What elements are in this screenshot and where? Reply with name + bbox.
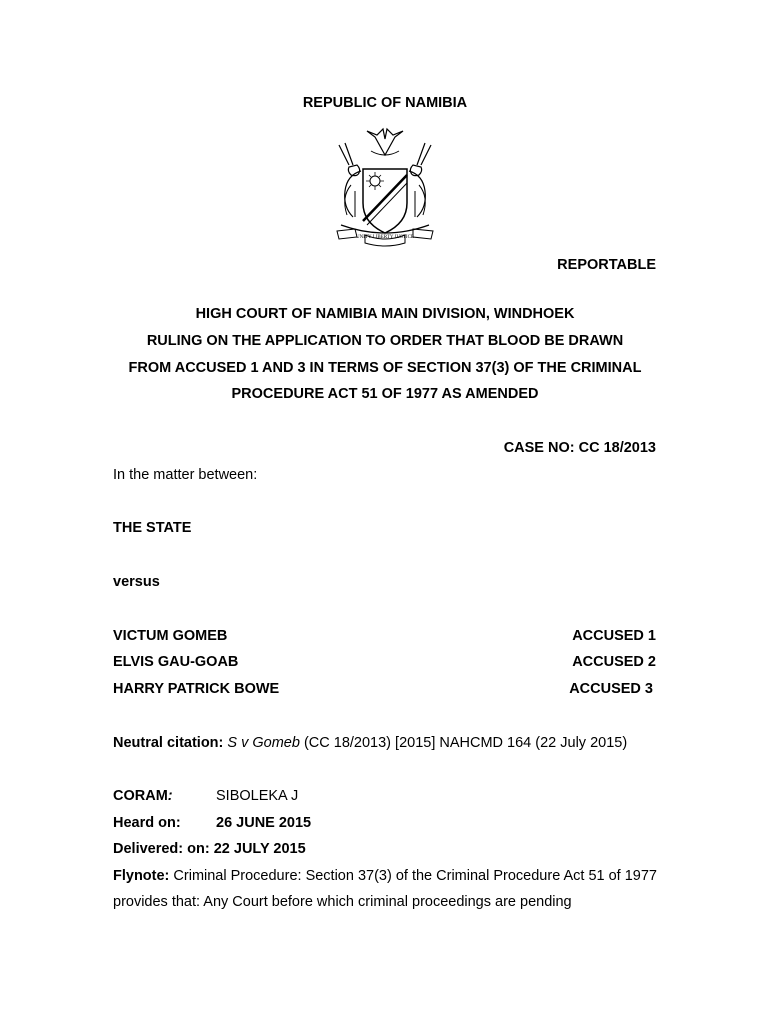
crest-motto: UNITY LIBERTY JUSTICE (356, 235, 414, 240)
coram-row (113, 787, 298, 805)
coram-label: CORAM: (113, 788, 173, 804)
heard-row (113, 814, 311, 832)
accused-3-name: HARRY PATRICK BOWE (113, 681, 280, 697)
delivered-row (113, 840, 306, 858)
flynote-paragraph (113, 863, 657, 915)
republic-heading: REPUBLIC OF NAMIBIA (302, 95, 468, 111)
delivered-label: Delivered: on: (113, 841, 210, 857)
accused-3-role: ACCUSED 3 (569, 681, 653, 697)
court-title: HIGH COURT OF NAMIBIA MAIN DIVISION, WINDHOEK (195, 306, 575, 322)
ruling-title-line-2: FROM ACCUSED 1 AND 3 IN TERMS OF SECTION 37(3) OF THE CRIMINAL (128, 360, 642, 376)
versus-text: versus (113, 574, 160, 590)
flynote-text: Criminal Procedure: Section 37(3) of the Criminal Procedure Act 51 of 1977 provides that: Any Court before which criminal proceedings are pending (113, 868, 657, 910)
citation-reference: (CC 18/2013) [2015] NAHCMD 164 (22 July 2015) (299, 735, 628, 751)
neutral-citation (113, 734, 627, 752)
case-number: CASE NO: CC 18/2013 (503, 440, 656, 456)
citation-label: Neutral citation: (113, 735, 224, 751)
flynote-label: Flynote: (113, 868, 170, 884)
accused-2-name: ELVIS GAU-GOAB (113, 654, 239, 670)
citation-case-name: S v Gomeb (227, 735, 300, 751)
ruling-title-line-1: RULING ON THE APPLICATION TO ORDER THAT BLOOD BE DRAWN (146, 333, 624, 349)
reportable-label: REPORTABLE (557, 257, 656, 273)
namibia-coat-of-arms-icon (325, 125, 445, 250)
heard-value: 26 JUNE 2015 (216, 815, 312, 831)
accused-2-role: ACCUSED 2 (572, 654, 656, 670)
accused-1-name: VICTUM GOMEB (113, 628, 228, 644)
matter-between-text: In the matter between: (113, 467, 258, 483)
delivered-value: 22 JULY 2015 (213, 841, 306, 857)
ruling-title-line-3: PROCEDURE ACT 51 OF 1977 AS AMENDED (231, 386, 539, 402)
plaintiff-name: THE STATE (113, 520, 192, 536)
heard-label: Heard on: (113, 815, 181, 831)
coram-value: SIBOLEKA J (216, 788, 299, 804)
accused-1-role: ACCUSED 1 (572, 628, 656, 644)
